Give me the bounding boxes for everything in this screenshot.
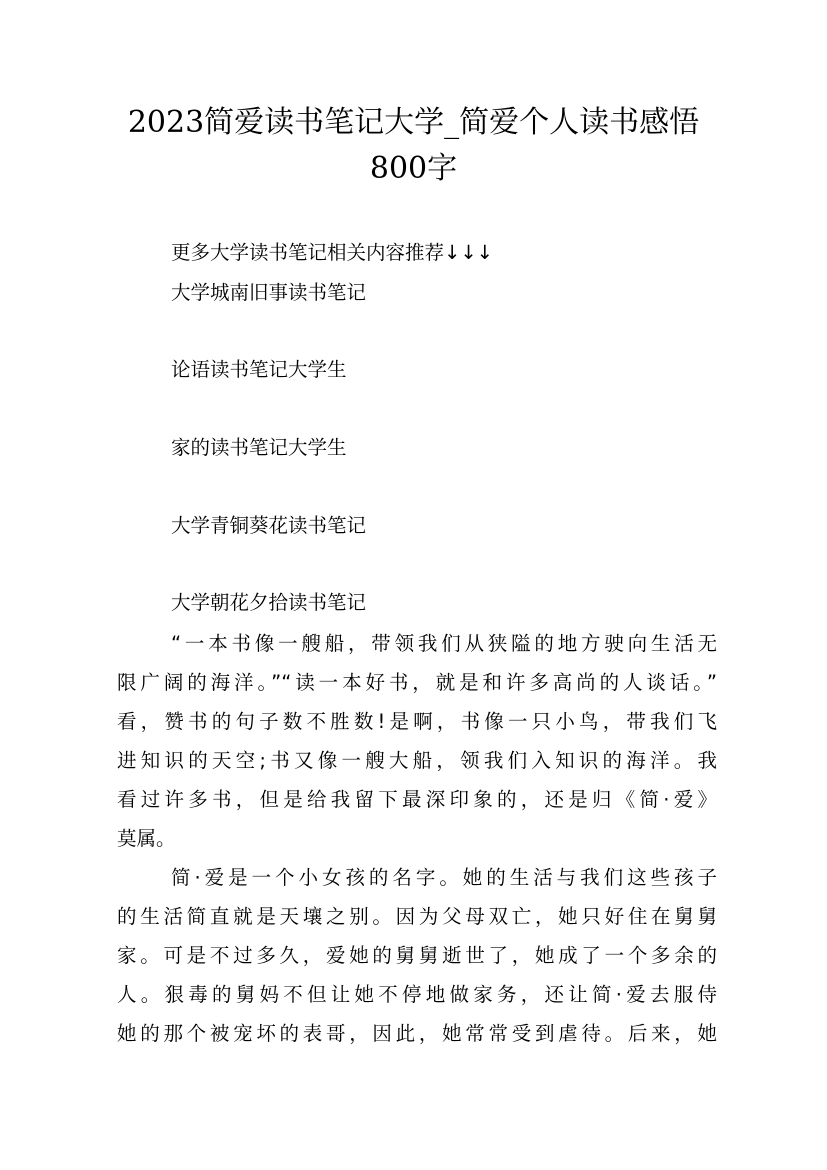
paragraph-line: 看过许多书，但是给我留下最深印象的，还是归《简·爱》 [117,788,717,811]
paragraph-line: 的生活简直就是天壤之别。因为父母双亡，她只好住在舅舅 [117,905,717,928]
paragraph-line: 限广阔的海洋。”“读一本好书，就是和许多高尚的人谈话。” [117,671,717,694]
recommend-heading: 更多大学读书笔记相关内容推荐↓↓↓ [171,241,494,264]
recommend-link[interactable]: 大学城南旧事读书笔记 [171,281,367,304]
document-title-line-1: 2023简爱读书笔记大学_简爱个人读书感悟 [127,105,700,140]
paragraph-line: 看，赞书的句子数不胜数!是啊，书像一只小鸟，带我们飞 [117,710,717,733]
document-title-line-2: 800字 [369,151,458,186]
paragraph-line: 进知识的天空;书又像一艘大船，领我们入知识的海洋。我 [117,749,717,772]
paragraph-line: 人。狠毒的舅妈不但让她不停地做家务，还让简·爱去服侍 [117,983,717,1006]
paragraph-line: 她的那个被宠坏的表哥，因此，她常常受到虐待。后来，她 [117,1022,717,1045]
paragraph-line: “一本书像一艘船，带领我们从狭隘的地方驶向生活无 [171,632,717,655]
paragraph-line: 家。可是不过多久，爱她的舅舅逝世了，她成了一个多余的 [117,944,717,967]
paragraph-line: 莫属。 [117,827,176,850]
paragraph-line: 简·爱是一个小女孩的名字。她的生活与我们这些孩子 [171,866,717,889]
recommend-link[interactable]: 大学朝花夕拾读书笔记 [171,591,367,614]
recommend-link[interactable]: 论语读书笔记大学生 [171,358,347,381]
recommend-link[interactable]: 家的读书笔记大学生 [171,436,347,459]
recommend-link[interactable]: 大学青铜葵花读书笔记 [171,514,367,537]
